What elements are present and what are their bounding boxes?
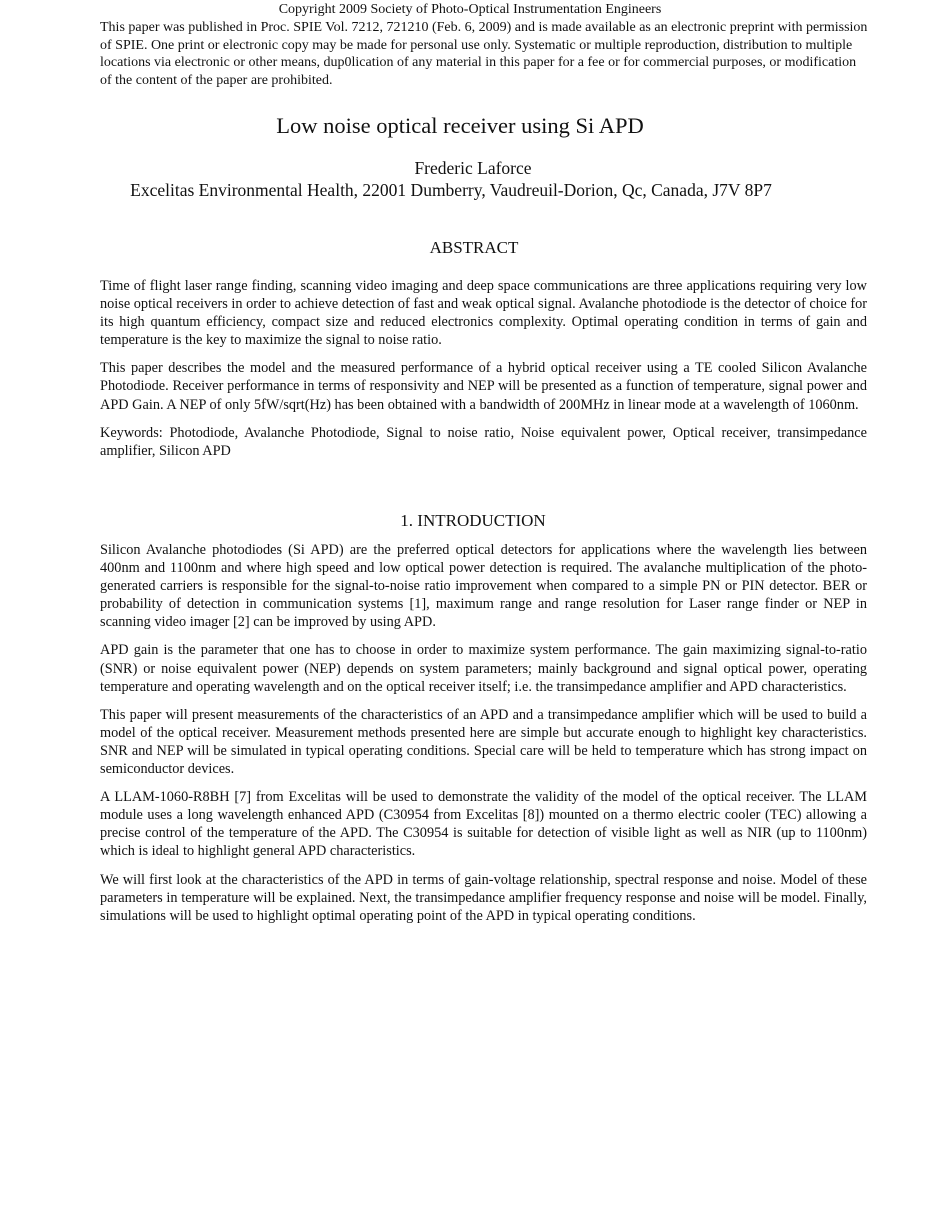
abstract-paragraph: Time of flight laser range finding, scanning video imaging and deep space communications are three applications requiring very low noise optical receivers in order to achieve detection of fast and weak optical signal. Avalanche photodiode is the detector of choice for its high quantum efficiency, compact size and reduced electronics complexity. Optimal operating condition in terms of gain and temperature is the key to maximize the signal to noise ratio.: [100, 278, 867, 349]
author-name: Frederic Laforce: [414, 158, 532, 178]
copyright-title: Copyright 2009 Society of Photo-Optical Instrumentation Engineers: [278, 2, 662, 17]
copyright-notice: This paper was published in Proc. SPIE Vol. 7212, 721210 (Feb. 6, 2009) and is made available as an electronic preprint with permission of SPIE. One print or electronic copy may be made for personal use only. Systematic or multiple reproduction, distribution to multiple locations via electronic or other means, dup0lication of any material in this paper for a fee or for commercial purposes, or modification of the content of the paper are prohibited.: [100, 20, 868, 89]
intro-paragraph: A LLAM-1060-R8BH [7] from Excelitas will be used to demonstrate the validity of the model of the optical receiver. The LLAM module uses a long wavelength enhanced APD (C30954 from Excelitas [8]) mounted on a thermo electric cooler (TEC) allowing a precise control of the temperature of the APD. The C30954 is suitable for detection of visible light as well as NIR (up to 1100nm) which is ideal to highlight general APD characteristics.: [100, 789, 867, 860]
introduction-body: [100, 541, 867, 935]
intro-paragraph: Silicon Avalanche photodiodes (Si APD) are the preferred optical detectors for applications where the wavelength lies between 400nm and 1100nm and where high speed and low optical power detection is required. The avalanche multiplication of the photo-generated carriers is responsible for the signal-to-noise ratio improvement when compared to a simple PN or PIN detector. BER or probability of detection in communication systems [1], maximum range and range resolution for Laser range finder or NEP in scanning video imager [2] can be improved by using APD.: [100, 542, 867, 631]
intro-paragraph: APD gain is the parameter that one has to choose in order to maximize system performance. The gain maximizing signal-to-ratio (SNR) or noise equivalent power (NEP) depends on system parameters; mainly background and signal optical power, operating temperature and operating wavelength and on the optical receiver itself; i.e. the transimpedance amplifier and APD characteristics.: [100, 642, 867, 695]
paper-title: Low noise optical receiver using Si APD: [276, 113, 644, 138]
copyright-header: [100, 1, 870, 90]
intro-paragraph: We will first look at the characteristics of the APD in terms of gain-voltage relationship, spectral response and noise. Model of these parameters in temperature will be explained. Next, the transimpedance amplifier frequency response and noise will be model. Finally, simulations will be used to highlight optimal operating point of the APD in typical operating conditions.: [100, 871, 867, 924]
keywords: Keywords: Photodiode, Avalanche Photodiode, Signal to noise ratio, Noise equivalent power, Optical receiver, transimpedance amplifier, Silicon APD: [100, 424, 867, 459]
section-heading-introduction: 1. INTRODUCTION: [400, 511, 546, 530]
abstract-paragraph: This paper describes the model and the measured performance of a hybrid optical receiver using a TE cooled Silicon Avalanche Photodiode. Receiver performance in terms of responsivity and NEP will be presented as a function of temperature, signal power and APD Gain. A NEP of only 5fW/sqrt(Hz) has been obtained with a bandwidth of 200MHz in linear mode at a wavelength of 1060nm.: [100, 360, 867, 413]
abstract-body: [100, 277, 867, 460]
author-affiliation: Excelitas Environmental Health, 22001 Dumberry, Vaudreuil-Dorion, Qc, Canada, J7V 8P7: [130, 180, 772, 200]
intro-paragraph: This paper will present measurements of the characteristics of an APD and a transimpedance amplifier which will be used to build a model of the optical receiver. Measurement methods presented here are simple but accurate enough to highlight key characteristics. SNR and NEP will be simulated in typical operating conditions. Special care will be held to temperature which has strong impact on semiconductor devices.: [100, 706, 867, 778]
abstract-heading: ABSTRACT: [429, 238, 519, 257]
